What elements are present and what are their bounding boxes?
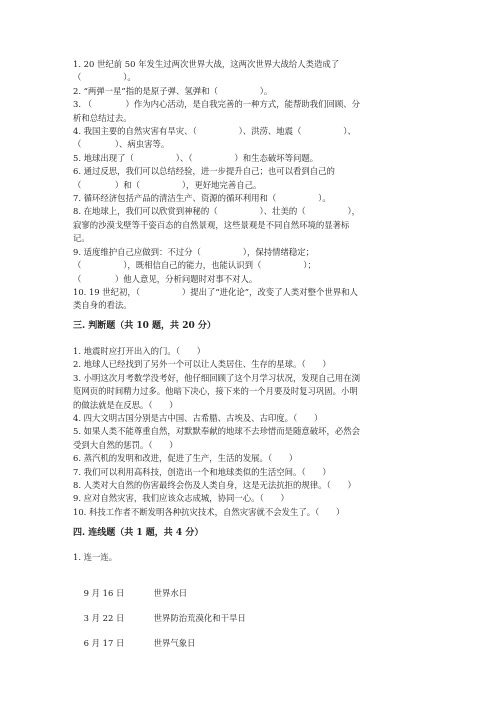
section-heading-connect: 四. 连线题（共 1 题，共 4 分） xyxy=(73,528,204,538)
text-line: 9. 应对自然灾害，我们应该众志成城，协同一心。（ ） xyxy=(73,493,289,504)
text-line: （ ）他人意见，分析问题时对事不对人。 xyxy=(73,273,258,284)
text-line: 析和总结过去。 xyxy=(73,112,132,123)
text-line: 2. 地球人已经找到了另外一个可以让人类居住、生存的星球。（ ） xyxy=(73,359,331,370)
text-line: 4. 四大文明古国分别是古中国、古希腊、古埃及、古印度。（ ） xyxy=(73,413,323,424)
text-line: （ ）和（ ），更好地完善自己。 xyxy=(73,179,262,190)
text-line: 6. 通过反思，我们可以总结经验，进一步提升自己；也可以看到自己的 xyxy=(73,166,335,177)
text-line: 1. 20 世纪前 50 年发生过两次世界大战，这两次世界大战给人类造成了 xyxy=(73,59,340,69)
text-line: 的做法就是在反思。（ ） xyxy=(73,399,178,410)
text-line: 类自身的看法。 xyxy=(73,300,132,311)
text-line: （ ），既相信自己的能力，也能认识到（ ）； xyxy=(73,260,316,271)
match-row xyxy=(73,627,196,659)
match-date[interactable]: 6 月 17 日 xyxy=(83,638,125,648)
text-line: 5. 地球出现了（ ）、（ ）和生态破坏等问题。 xyxy=(73,152,319,163)
text-line: 10. 科技工作者不断发明各种抗灾技术，自然灾害就不会发生了。（ ） xyxy=(73,506,345,517)
text-line: 10. 19 世纪初，（ ）提出了“进化论”，改变了人类对整个世界和人 xyxy=(73,286,358,297)
text-line: 1. 地震时应打开出入的门。（ ） xyxy=(73,346,206,356)
text-line: 7. 循环经济包括产品的清洁生产、资源的循环利用和（ ）。 xyxy=(73,193,331,204)
match-date[interactable]: 3 月 22 日 xyxy=(83,613,125,623)
text-line: 记。 xyxy=(73,233,90,244)
judge-section xyxy=(73,345,433,519)
text-line: 2. “两弹一星”指的是原子弹、氢弹和（ ）。 xyxy=(73,85,273,96)
text-line: 3. （ ）作为内心活动，是自我完善的一种方式，能帮助我们回顾、分 xyxy=(73,99,361,110)
text-line: 3. 小明这次月考数学没考好，他仔细回顾了这个月学习状况，发现自己用在浏 xyxy=(73,372,361,383)
text-line: 览网页的时间精力过多。他暗下决心，接下来的一个月要及时复习巩固。小明 xyxy=(73,386,358,397)
match-name[interactable]: 世界气象日 xyxy=(153,638,196,648)
text-line: 5. 如果人类不能尊重自然，对默默奉献的地球不去珍惜而是随意破坏，必然会 xyxy=(73,426,361,437)
text-line: （ ）、病虫害等。 xyxy=(73,139,170,150)
match-name[interactable]: 世界水日 xyxy=(153,588,188,598)
text-line: （ ）。 xyxy=(73,72,136,83)
text-line: 8. 在地球上，我们可以欣赏到神秘的（ ）、壮美的（ ）， xyxy=(73,206,361,217)
text-line: 6. 蒸汽机的发明和改进，促进了生产，生活的发展。（ ） xyxy=(73,453,298,464)
match-date[interactable]: 9 月 16 日 xyxy=(83,588,125,598)
text-line: 9. 适度维护自己应做到：不过分（ ），保持情绪稳定； xyxy=(73,246,314,257)
text-line: 7. 我们可以利用高科技，创造出一个和地球类似的生活空间。（ ） xyxy=(73,466,331,477)
connect-prompt: 1. 连一连。 xyxy=(73,552,118,562)
match-name[interactable]: 世界防治荒漠化和干旱日 xyxy=(153,613,246,623)
text-line: 受到大自然的惩罚。（ ） xyxy=(73,439,178,450)
text-line: 4. 我国主要的自然灾害有旱灾、（ ）、洪涝、地震（ ）、 xyxy=(73,126,356,137)
section-heading-judge: 三. 判断题（共 10 题，共 20 分） xyxy=(73,321,216,331)
fill-in-section xyxy=(73,58,433,313)
text-line: 8. 人类对大自然的伤害最终会伤及人类自身，这是无法抗拒的规律。（ ） xyxy=(73,480,356,491)
text-line: 寂寥的沙漠戈壁等千姿百态的自然景观，这些景观是不同自然环境的显著标 xyxy=(73,219,350,230)
